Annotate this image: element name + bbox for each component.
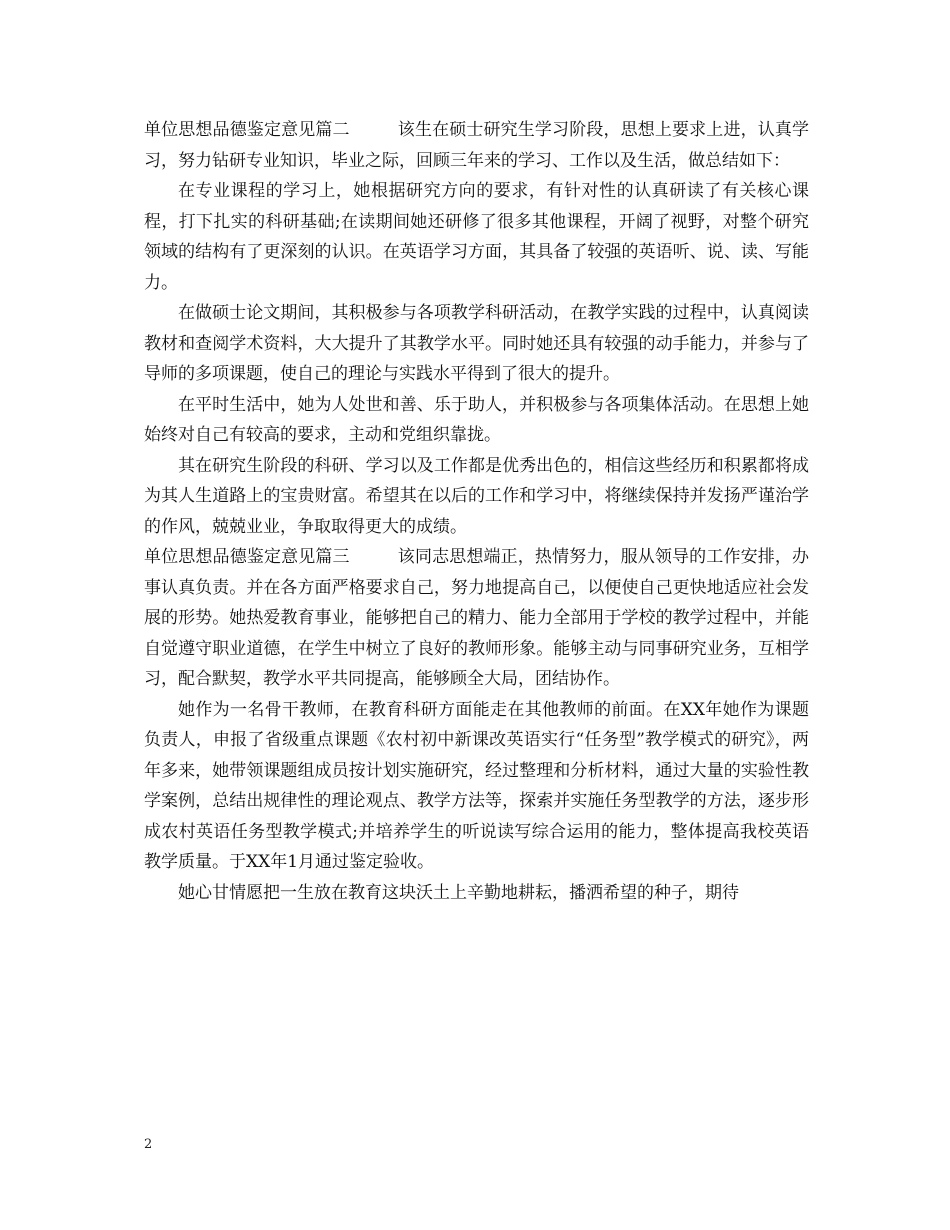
section-three-opening xyxy=(144,542,809,695)
page-number: 2 xyxy=(144,1137,153,1152)
paragraph: 她作为一名骨干教师，在教育科研方面能走在其他教师的前面。在XX年她作为课题负责人，申报了省级重点课题《农村初中新课改英语实行“任务型”教学模式的研究》，两年多来，她带领课题组成员按计划实施研究，经过整理和分析材料，通过大量的实验性教学案例，总结出规律性的理论观点、教学方法等，探索并实施任务型教学的方法，逐步形成农村英语任务型教学模式;并培养学生的听说读写综合运用的能力，整体提高我校英语教学质量。于XX年1月通过鉴定验收。 xyxy=(144,699,809,872)
section-two-heading: 单位思想品德鉴定意见篇二 xyxy=(144,120,350,140)
section-three-heading: 单位思想品德鉴定意见篇三 xyxy=(144,547,350,567)
section-three-lead: 该同志思想端正，热情努力，服从领导的工作安排，办事认真负责。并在各方面严格要求自己，努力地提高自己，以便使自己更快地适应社会发展的形势。她热爱教育事业，能够把自己的精力、能力全部用于学校的教学过程中，并能自觉遵守职业道德，在学生中树立了良好的教师形象。能够主动与同事研究业务，互相学习，配合默契，教学水平共同提高，能够顾全大局，团结协作。 xyxy=(144,547,810,689)
paragraph: 在专业课程的学习上，她根据研究方向的要求，有针对性的认真研读了有关核心课程，打下扎实的科研基础;在读期间她还研修了很多其他课程，开阔了视野，对整个研究领域的结构有了更深刻的认识。在英语学习方面，其具备了较强的英语听、说、读、写能力。 xyxy=(144,181,809,293)
section-two-opening xyxy=(144,115,809,176)
paragraph: 在做硕士论文期间，其积极参与各项教学科研活动，在教学实践的过程中，认真阅读教材和查阅学术资料，大大提升了其教学水平。同时她还具有较强的动手能力，并参与了导师的多项课题，使自己的理论与实践水平得到了很大的提升。 xyxy=(144,303,809,384)
paragraph: 她心甘情愿把一生放在教育这块沃土上辛勤地耕耘，播洒希望的种子，期待 xyxy=(178,882,739,903)
document-body xyxy=(144,115,809,908)
paragraph: 其在研究生阶段的科研、学习以及工作都是优秀出色的，相信这些经历和积累都将成为其人生道路上的宝贵财富。希望其在以后的工作和学习中，将继续保持并发扬严谨治学的作风，兢兢业业，争取取得更大的成绩。 xyxy=(144,455,809,537)
section-two-lead: 该生在硕士研究生学习阶段，思想上要求上进，认真学习，努力钻研专业知识，毕业之际，回顾三年来的学习、工作以及生活，做总结如下： xyxy=(144,120,810,171)
paragraph: 在平时生活中，她为人处世和善、乐于助人，并积极参与各项集体活动。在思想上她始终对自己有较高的要求，主动和党组织靠拢。 xyxy=(144,394,809,445)
